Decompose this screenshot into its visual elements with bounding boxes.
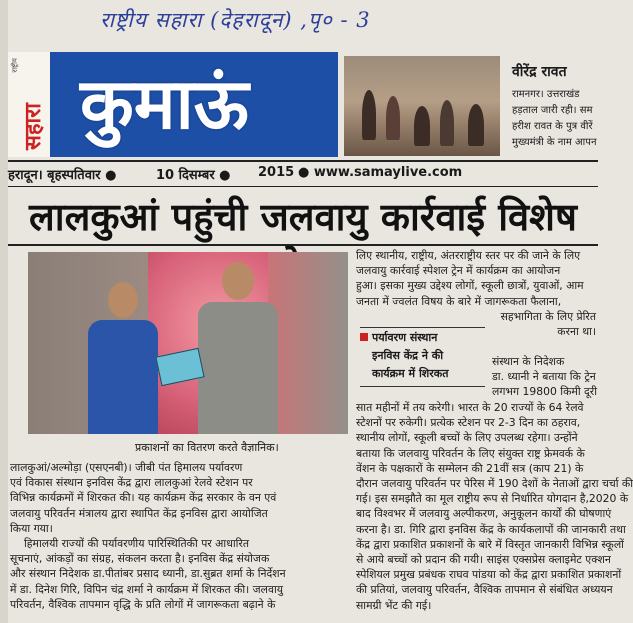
headline-rule <box>8 244 598 246</box>
teaser-text-line: हड़ताल जारी रही। सम <box>512 105 593 116</box>
article-text-line: सूचनाएं, आंकड़ों का संग्रह, संकलन करता है। इनविस केंद्र संयोजक <box>10 552 270 566</box>
article-text-line: जलवायु कार्रवाई स्पेशल ट्रेन में कार्यक्रम का आयोजन <box>356 264 561 278</box>
article-text-line: संस्थान के निदेशक <box>492 355 565 368</box>
article-text-line: विभिन्न कार्यक्रमों में शिरकत की। यह कार्यक्रम केंद्र सरकार के वन एवं <box>10 491 277 505</box>
pull-quote <box>360 327 485 387</box>
dateline-date: 10 दिसम्बर ● <box>156 168 231 183</box>
handwritten-source-note: राष्ट्रीय सहारा (देहरादून) ,पृ० - 3 <box>100 8 371 32</box>
article-text-line: में डा. दिनेश गिरि, विपिन चंद्र शर्मा ने कार्यक्रम में शिरकत की। जलवायु <box>10 582 284 596</box>
article-photo <box>28 252 348 434</box>
article-text-line: लालकुआं/अल्मोड़ा (एसएनबी)। जीबी पंत हिमालय पर्यावरण <box>10 461 243 474</box>
article-right-column-bottom <box>356 400 633 613</box>
article-text-line: लगभग 19800 किमी दूरी <box>492 385 597 399</box>
article-text-line: स्थानीय लोगों, स्कूली बच्चों के लिए उपलब्ध रहेगा। उन्होंने <box>356 431 578 445</box>
article-text-line: एवं विकास संस्थान इनविस केंद्र द्वारा लालकुआं रेलवे स्टेशन पर <box>10 476 253 490</box>
article-text-line: केंद्र द्वारा प्रकाशित प्रकाशनों के बारे में विस्तृत जानकारी विभिन्न स्कूलों <box>356 537 624 551</box>
article-text-line: लिए स्थानीय, राष्ट्रीय, अंतरराष्ट्रीय स्तर पर की जाने के लिए <box>356 249 581 262</box>
article-headline: लालकुआं पहुंची जलवायु कार्रवाई विशेष <box>29 194 577 239</box>
article-text-line: वेंशन के पक्षकारों के सम्मेलन की 21वीं सत्र (काप 21) के <box>356 461 584 475</box>
article-text-line: किया गया। <box>10 521 53 535</box>
article-text-line: की प्रतियां, जलवायु परिवर्तन, वैश्विक तापमान से संबंधित अध्ययन <box>356 583 613 597</box>
article-text-line: जलवायु परिवर्तन मंत्रालय द्वारा स्थापित केंद्र इनविस द्वारा आयोजित <box>10 506 268 520</box>
pull-quote-line: इनविस केंद्र ने की <box>372 349 444 362</box>
article-text-line: बाद विश्वभर में जलवायु अल्पीकरण, अनुकूलन कार्यों की घोषणाएं <box>356 507 612 521</box>
dateline-place-day: हरादून। बृहस्पतिवार ● <box>8 168 117 183</box>
photo-caption: प्रकाशनों का वितरण करते वैज्ञानिक। <box>135 441 279 454</box>
article-text-line: बताया कि जलवायु परिवर्तन के लिए संयुक्त राष्ट्र फ्रेमवर्क के <box>356 446 585 460</box>
page-edge-shadow <box>0 0 8 623</box>
article-text-line: हुआ। इसका मुख्य उद्देश्य लोगों, स्कूली छात्रों, युवाओं, आम <box>356 279 584 293</box>
section-title: कुमाऊं <box>80 62 249 145</box>
article-text-line: करना है। डा. गिरि द्वारा इनविस केंद्र के कार्यकलापों की जानकारी तथा <box>356 522 626 536</box>
article-right-column-top <box>356 248 596 339</box>
teaser-text-line: हरीश रावत के पुत्र वीरें <box>512 121 593 132</box>
teaser-text-line: मुख्यमंत्री के नाम आपन <box>512 137 597 148</box>
article-left-column <box>10 460 348 612</box>
article-text-line: और संस्थान निदेशक डा.पीतांबर प्रसाद ध्यानी, डा.सुब्रत शर्मा के निर्देशन <box>10 567 286 581</box>
article-text-line: दौरान जलवायु परिवर्तन पर पेरिस में 190 देशों के नेताओं द्वारा चर्चा की <box>356 477 633 491</box>
article-text-line: स्पेशियल प्रमुख प्रबंधक राघव पांडया को केंद्र द्वारा प्रकाशित प्रकाशनों <box>356 568 622 582</box>
pull-quote-line: कार्यक्रम में शिरकत <box>372 367 449 380</box>
article-right-column-mid <box>492 354 598 400</box>
article-text-line: हिमालयी राज्यों की पर्यावरणीय पारिस्थितिकी पर आधारित <box>24 537 250 551</box>
article-text-line: सामग्री भेंट की गई। <box>356 598 432 612</box>
dateline-bar <box>8 160 598 187</box>
article-text-line: गई। इस समझौते का मूल राष्ट्रीय रूप से निर्धारित योगदान है,2020 के <box>356 492 629 506</box>
article-text-line: से आये बच्चों को प्रदान की गयी। साइंस एक्सप्रेस क्लाइमेट एक्शन <box>356 553 611 567</box>
brand-subtitle: राष्ट्रीय <box>11 58 19 73</box>
dateline-website: ● www.samaylive.com <box>298 165 463 180</box>
pull-quote-marker <box>360 333 368 341</box>
teaser-headline: वीरेंद्र रावत <box>512 64 567 80</box>
article-text-line: करना था। <box>557 325 596 339</box>
dateline-year: 2015 <box>258 165 295 180</box>
article-text-line: जनता में ज्वलंत विषय के बारे में जागरूकता फैलाना, <box>356 294 562 308</box>
article-text-line: डा. ध्यानी ने बताया कि ट्रेन <box>492 370 596 384</box>
article-text-line: सहभागिता के लिए प्रेरित <box>500 309 596 323</box>
article-text-line: सात महीनों में तय करेगी। भारत के 20 राज्यों के 64 रेलवे <box>356 401 584 414</box>
article-text-line: परिवर्तन, वैश्विक तापमान वृद्धि के प्रति लोगों में जागरूकता बढ़ाने के <box>10 597 276 611</box>
newspaper-brand-logo: सहारा <box>20 103 46 150</box>
teaser-photo <box>344 56 500 156</box>
pull-quote-line: पर्यावरण संस्थान <box>372 331 438 344</box>
teaser-text-line: रामनगर। उत्तराखंड <box>512 89 580 100</box>
article-text-line: स्टेशनों पर रुकेगी। प्रत्येक स्टेशन पर 2-3 दिन का ठहराव, <box>356 416 581 430</box>
